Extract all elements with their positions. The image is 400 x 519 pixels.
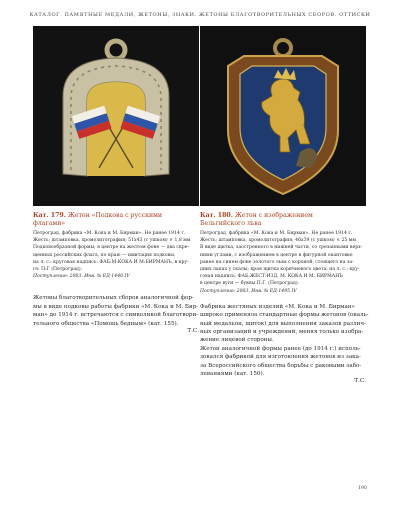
title-line-2: флагами»: [33, 220, 66, 227]
caption-line: Жесть; штамповка, хромолитография; 51x43 (с ушком) × 1,8 мм: [33, 238, 191, 244]
caption-line: ге: П:Г (Петроград).: [33, 267, 83, 273]
caption-line: В виде щитка, заостренного в нижней части, со срезанными верх-: [200, 245, 363, 251]
accession-line: Поступление: 2003. Инв. № ЕД-1495 IV: [200, 288, 297, 294]
body-line: широко применяла стандартные формы жетонов (оваль-: [200, 312, 369, 319]
caption-title: [200, 212, 366, 228]
catalog-number: Кат. 179.: [33, 212, 66, 219]
caption-line: ранее на синем фоне золотого льва с короной, стоящего на за-: [200, 259, 354, 265]
caption-line: в центре вуги — буквы П.Г. (Петроград).: [200, 281, 300, 287]
right-caption-column: [200, 212, 369, 386]
body-line: ных организаций и учреждений, меняя только изобра-: [200, 329, 364, 336]
body-line: Жетоны благотворительных сборов аналогичной фор-: [33, 295, 194, 302]
body-line: зовался фабрикой для изготовления жетонов из зака-: [200, 354, 361, 361]
body-line: Фабрика жестяных изделий «М. Кока и М. Бирман»: [200, 303, 355, 310]
caption-line: Петроград, фабрика «М. Кока и М. Бирман». Не ранее 1914 г.: [200, 231, 353, 236]
caption-line: говая надпись: ФАБ:ЖЕСТ:ИЗД. М. КОКА И М. БИРМАНЪ: [200, 274, 343, 280]
body-line: ман» до 1914 г. встречаются с символикой благотвори-: [33, 312, 199, 319]
caption-line: ними углами, с изображением в центре в фигурной окантовке: [200, 252, 353, 258]
caption-line: на л. с.: круговая надпись: ФАБ:М:КОКА И М:БИРМАНЪ, в кру-: [33, 259, 189, 265]
caption-line: Петроград, фабрика «М. Кока и М. Бирман». Не ранее 1914 г.: [33, 231, 186, 236]
accession-line: Поступление: 2003. Инв. № ЕД-1440 IV: [33, 274, 130, 280]
left-caption-column: [33, 212, 199, 335]
page-number: 190: [358, 486, 367, 491]
body-line: мы в виде подковы работы фабрики «М. Кока и М. Бир-: [33, 303, 199, 310]
body-line: жение лицевой стороны.: [200, 337, 274, 344]
page-header: КАТАЛОГ. ПАМЯТНЫЕ МЕДАЛИ, ЖЕТОНЫ, ЗНАКИ. ЖЕТОНЫ БЛАГОТВОРИТЕЛЬНЫХ СБОРОВ. ОТТИСКИ: [29, 12, 371, 18]
title-line-1: Жетон «Подкова с русскими: [67, 212, 163, 219]
description-paragraph: [33, 294, 199, 328]
shield-token-illustration: [200, 26, 366, 206]
title-line-1: Жетон с изображением: [234, 212, 313, 219]
body-line: за Всероссийского общества борьбы с раковыми забо-: [200, 362, 362, 369]
caption-title: [33, 212, 199, 228]
caption-line: Подковообразной формы; в центре на желтом фоне — два скре-: [33, 245, 190, 251]
description-paragraph: [200, 303, 369, 379]
caption-line: дних лапах у скалы; края щитка коричневого цвета; на л. с.: кру-: [200, 267, 360, 273]
body-line: леваниями (кат. 150).: [200, 371, 265, 378]
caption-line: щенных российских флага, по краю — имитация подковы,: [33, 252, 176, 258]
author-signature: Т.С.: [354, 378, 366, 385]
caption-line: Жесть; штамповка, хромолитография; 46x39 (с ушком) × 25 мм: [200, 238, 356, 244]
body-line: Жетон аналогичной формы ранее (до 1914 г.) исполь-: [200, 345, 361, 352]
body-line: ный медальон, щиток) для выполнения заказов различ-: [200, 320, 366, 327]
catalog-number: Кат. 180.: [200, 212, 233, 219]
body-line: тельного общества «Помощь бедным» (кат. 155).: [33, 320, 179, 327]
token-horseshoe-image: [33, 26, 199, 206]
title-line-2: Бельгийского льва: [200, 220, 262, 227]
author-signature: Т.С.: [187, 328, 199, 335]
token-belgian-lion-image: [200, 26, 366, 206]
horseshoe-token-illustration: [33, 26, 199, 206]
